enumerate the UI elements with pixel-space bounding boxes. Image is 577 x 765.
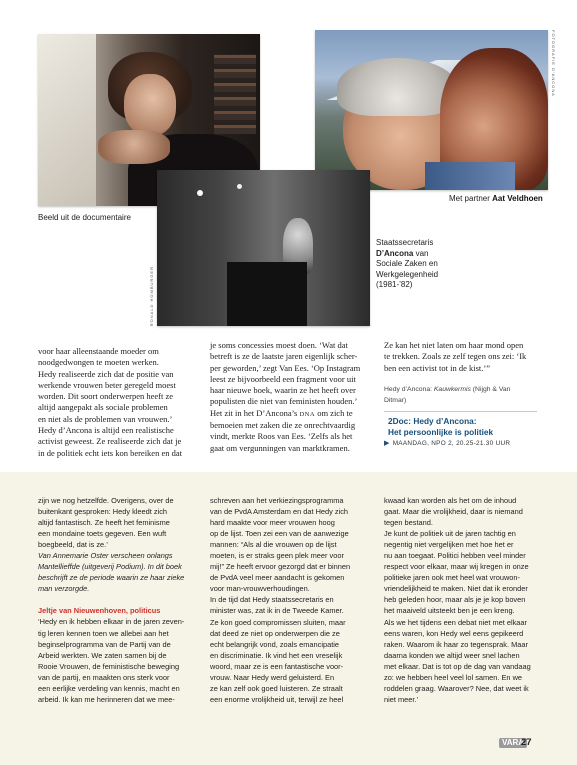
text-line: voor man-vrouwverhoudingen. [210,584,310,594]
italic-note-line: beschrijft ze de periode waarin ze haar zieke [38,573,185,583]
caption-line: Staatssecretaris [376,238,434,247]
text-line: noodgedwongen te moeten werken. [38,357,159,368]
text-line: werkende vrouwen beter geregeld moest [38,379,176,390]
text-line: mannen: “Als al die vrouwen op de lijst [210,540,337,550]
caption-line [376,249,438,260]
text-line: Ze kan het niet laten om haar mond open [384,340,524,350]
broadcast-title-line: Het persoonlijke is politiek [388,426,494,437]
text-line: Hedy d’Ancona is altijd een realistische [38,425,174,436]
text-line: en niet als de problemen van vrouwen.’ [38,413,173,424]
text-line: worden. Dit soort onderwerpen heeft ze [38,391,174,402]
caption-line: Sociale Zaken en [376,259,438,268]
text-line: haar nieuwe boek, waarin ze het heeft over [210,385,356,396]
article-bottom-column-2 [210,495,373,705]
caption-name: D’Ancona [376,248,414,258]
text-line: buitenkant gesproken: Hedy kleedt zich [38,507,168,517]
caption-partner-prefix: Met partner [449,194,493,203]
text-line: tig leren kennen toen we allebei aan het [38,628,169,638]
text-line: schreven aan het verkiezingsprogramma [210,496,344,505]
text-line: vriendelijkheid te maken. Niet dat ik eronder [384,584,528,594]
text-line: voor haar alleenstaande moeder om [38,346,159,356]
text-line: boegbeeld, dat is ze.’ [38,540,108,550]
text-line: gaat om vergunningen van marktkramen. [210,442,350,453]
play-triangle-icon: ▶ [384,440,390,447]
text-line: mij!” Ze heeft ervoor gezorgd dat er binnen [210,562,351,572]
text-line: moeten, is er straks geen plek meer voor [210,551,344,561]
text-line: leest ze bijvoorbeeld een fragment voor uit [210,373,356,384]
section-heading: Jeltje van Nieuwenhoven, politicus [38,606,161,616]
text-line: vindt, merkte Roos van Ees. ‘Zelfs als het [210,431,353,442]
photo-speech-podium [157,170,370,326]
book-publisher: (Nijgh & Van [470,385,511,393]
italic-note-line: Van Annemarie Oster verscheen onlangs [38,551,173,561]
text-line: heb geleden hoor, maar als je je kop boven [384,595,526,605]
text-line: altijd aangepakt als sociale problemen [38,402,168,413]
italic-note-line: man verzorgde. [38,584,90,594]
text-line: op de lijst. Toen zei een van de aanwezige [210,529,349,539]
text-line: arbeid. Ik kan me herinneren dat we mee- [38,694,175,704]
figure-hand [98,130,170,164]
figure-face [124,74,176,136]
text-line: populisten die niet van feministen houden.’ [210,396,358,407]
text-line: negentig niet vergelijken met hoe het er [384,540,514,550]
book-title: Kauwkermis [433,385,471,393]
text-line: een enorme vrolijkheid uit, terwijl ze heel [210,694,344,704]
text-line: en discriminatie. Ik vind het een vreselijk [210,650,343,660]
text-line: hard maakte voor meer vrouwen hoog [210,518,335,528]
text-line: Als we het tijdens een debat niet met elkaar [384,617,527,627]
text-line: kwaad kan worden als het om de inhoud [384,496,517,505]
text-line: dat deed ze niet op onderwerpen die ze [210,628,340,638]
text-line: te trekken. Zoals ze zelf tegen ons zei: ‘Ik [384,351,527,362]
text-line: Je kunt de politiek uit de jaren tachtig en [384,529,516,539]
text-line: ‘Hedy en ik hebben elkaar in de jaren zeven- [38,617,185,627]
magazine-logo: VARA [499,738,527,748]
text-line: een mondaine toets gegeven. Een wuft [38,529,167,539]
caption-line: (1981-’82) [376,280,413,289]
text-line [210,408,366,420]
broadcast-schedule [384,439,510,447]
book-credit [384,384,540,395]
text-line: ze kan zelf ook goed luisteren. Ze straalt [210,683,343,693]
book-publisher-cont: Ditmar) [384,397,407,405]
text-line: je soms concessies moest doen. ‘Wat dat [210,340,348,350]
divider [384,411,537,412]
text-line: gaat. Maar die vrolijkheid, daar is niemand [384,507,523,517]
text-line: Hedy realiseerde zich dat de positie van [38,368,174,379]
text-line: met elkaar. Dat is tot op de dag van vandaag [384,661,531,671]
text-line: van de PvdA Amsterdam en dat Hedy zich [210,507,349,517]
text-fragment: Het zit in het D’Ancona’s [210,407,298,418]
light-spot [197,190,203,196]
article-bottom-column-3 [384,495,544,705]
text-line: woord, maar ze is een fantastische voor- [210,661,344,671]
text-line: raken. Waarom ik haar zo tegensprak. Maar [384,639,528,649]
text-line: een eerlijke verdeling van kennis, macht en [38,683,180,693]
text-line: roddelen graag. Waarover? Nee, dat weet ik [384,683,529,693]
text-line: beginselprogramma van de Partij van de [38,639,171,649]
bookshelf [214,54,256,134]
text-line: nu aan toegaat. Politici hebben veel minder [384,551,526,561]
broadcast-title-line: 2Doc: Hedy d’Ancona: [388,416,477,426]
book-author: Hedy d’Ancona: [384,385,434,393]
text-fragment: om zich te [317,407,353,418]
broadcast-time: MAANDAG, NPO 2, 20.25-21.30 UUR [392,440,511,447]
text-line: betreft is ze de laatste jaren eigenlijk scher- [210,351,358,362]
text-line: tegen bestand. [384,518,433,528]
photo-credit: RONALD HOMBURGER [149,266,154,327]
broadcast-title [388,416,493,437]
text-line: politieke jaren ook met heel wat vrouwon- [384,573,520,583]
text-line: daarna konden we altijd weer snel lachen [384,650,520,660]
podium [227,262,307,326]
text-line: altijd fantastisch. Ze heeft het feminisme [38,518,170,528]
text-line: echt belangrijk vond, zoals emancipatie [210,639,340,649]
text-line: niet meer.’ [384,694,419,704]
caption-documentary: Beeld uit de documentaire [38,213,131,222]
caption-partner-name: Aat Veldhoen [492,194,543,203]
window-light [38,34,96,206]
article-top-column-2 [210,340,366,454]
caption-partner [449,194,543,203]
partner-hair [337,58,457,116]
text-line: in de politiek echt iets kon bereiken en dat [38,447,182,458]
article-top-column-3 [384,340,540,406]
photo-credit: FOTOGRAFIE D'ANCONA [551,30,556,97]
text-line: activist geweest. Ze realiseerde zich dat je [38,436,182,447]
text-line: de PvdA veel meer aandacht is gekomen [210,573,345,583]
text-line: eens waren, kon Hedy wel eens gepikeerd [384,628,524,638]
text-line: Rooie Vrouwen, de feministische beweging [38,661,180,671]
text-line: respect voor elkaar, maar wij kregen in onze [384,562,529,572]
page-number: 27 [521,737,532,748]
text-line: minister was, zat ik in de Tweede Kamer. [210,606,344,616]
text-line: In de tijd dat Hedy staatssecretaris en [210,595,334,605]
light-spot [237,184,242,189]
caption-line: Werkgelegenheid [376,269,439,279]
scarf [425,162,515,190]
text-line: het maaiveld uitsteekt ben je een kreng. [384,606,515,616]
text-line: zo: we hebben heel veel lol samen. En we [384,672,523,682]
text-line: Arbeid werkten. We zaten samen bij de [38,650,167,660]
text-line: bemoeien met zaken die ze onrechtvaardig [210,420,356,431]
article-top-column-1 [38,346,194,459]
text-line: zijn we nog hetzelfde. Overigens, over de [38,496,174,505]
text-line: van de partij, en maakten ons sterk voor [38,672,170,682]
caption-word: van [415,248,429,258]
text-line: ben een activist tot in de kist.’” [384,362,490,373]
article-bottom-column-1 [38,495,200,705]
photo-with-partner [315,30,548,190]
text-line: Ze kon goed compromissen sluiten, maar [210,617,346,627]
caption-state-secretary [376,238,438,291]
dna-smallcaps: DNA [299,410,316,418]
italic-note-line: Mantellieffde (uitgeverij Podium). In dit boek [38,562,182,572]
text-line: vrouw. Naar Hedy werd geluisterd. En [210,672,335,682]
text-line: per geworden,’ zegt Van Ees. ‘Op Instagram [210,362,361,373]
